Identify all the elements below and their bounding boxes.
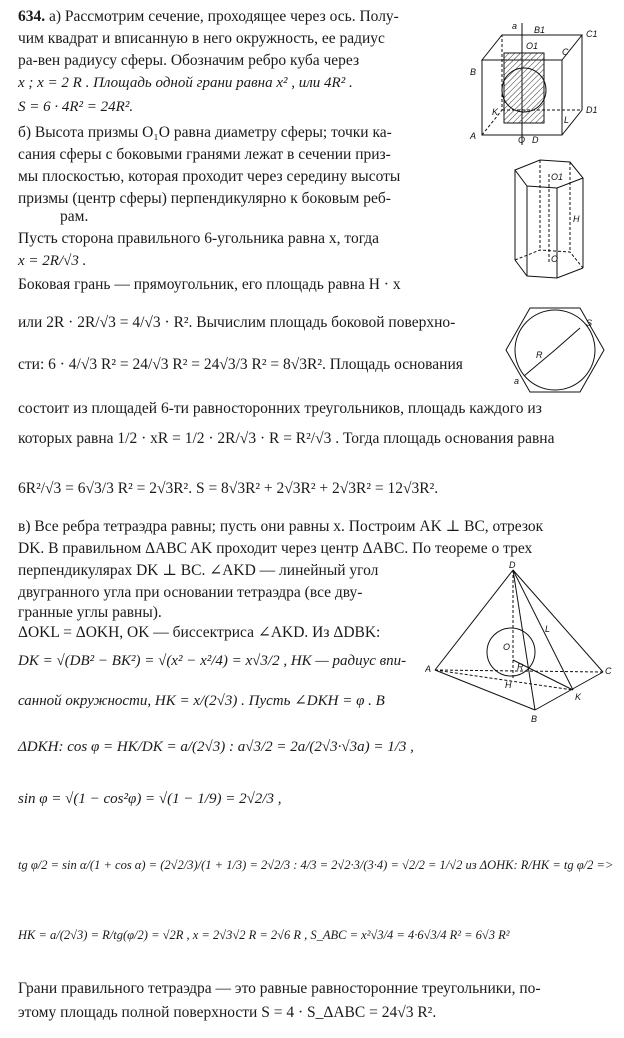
part-c-line-7: DK = √(DB² − BK²) = √(x² − x²/4) = x√3/2 , HK — радиус впи- xyxy=(18,653,407,669)
part-c-line-6: ΔOKL = ΔOKH, OK — биссектриса ∠AKD. Из ΔDBK: xyxy=(18,624,381,641)
part-b-line-6: Пусть сторона правильного 6-угольника равна x, тогда xyxy=(18,230,380,247)
hexagon-label-a: a xyxy=(514,376,520,386)
cube-figure xyxy=(462,15,612,150)
part-a-line-2: чим квадрат и вписанную в него окружность, ее радиус xyxy=(18,30,385,47)
part-b-line-1: б) Высота призмы O₁O равна диаметру сферы; точки ка- xyxy=(18,124,392,141)
prism-figure xyxy=(495,150,595,300)
part-b-line-5: рам. xyxy=(60,208,89,225)
part-a-line-1: а) Рассмотрим сечение, проходящее через ось. Полу- xyxy=(49,8,399,25)
cube-label-C1: C1 xyxy=(586,29,598,39)
cube-label-K: K xyxy=(492,107,499,117)
cube-label-L: L xyxy=(564,115,570,125)
hexagon-label-S: S xyxy=(586,318,593,328)
part-b2-line-4: состоит из площадей 6-ти равносторонних треугольников, площадь каждого из xyxy=(18,400,542,417)
problem-number: 634. xyxy=(18,8,46,25)
part-c-line-12: HK = a/(2√3) = R/tg(φ/2) = √2R , x = 2√3√2 R = 2√6 R , S_ABC = x²√3/4 = 4·6√3/4 R² = 6√3 R² xyxy=(18,928,510,942)
cube-label-B1: B1 xyxy=(534,25,546,35)
part-c-line-8: санной окружности, HK = x/(2√3) . Пусть ∠DKH = φ . В xyxy=(18,693,385,709)
tetra-label-K: K xyxy=(575,692,582,702)
tetra-label-L: L xyxy=(545,624,551,634)
part-b2-line-3: сти: 6 · 4/√3 R² = 24/√3 R² = 24√3/3 R² = 8√3R². Площадь основания xyxy=(18,356,463,373)
part-c-line-3: перпендикулярах DK ⊥ BC. ∠AKD — линейный угол xyxy=(18,562,379,579)
part-c-line-13: Грани правильного тетраэдра — это равные равносторонние треугольники, по- xyxy=(18,980,541,997)
cube-label-A: A xyxy=(470,131,477,141)
part-b-line-2: сания сферы с боковыми гранями лежат в сечении приз- xyxy=(18,146,391,163)
tetra-label-O: O xyxy=(503,642,511,652)
tetra-label-B: B xyxy=(531,714,538,724)
hexagon-label-R: R xyxy=(536,350,543,360)
part-b2-line-5: которых равна 1/2 · xR = 1/2 · 2R/√3 · R = R²/√3 . Тогда площадь основания равна xyxy=(18,430,555,447)
tetra-label-A: A xyxy=(425,664,432,674)
part-c-line-5: гранные углы равны). xyxy=(18,604,162,621)
tetra-label-D: D xyxy=(509,560,516,570)
tetra-label-C: C xyxy=(605,666,612,676)
part-b2-line-6: 6R²/√3 = 6√3/3 R² = 2√3R². S = 8√3R² + 2√3R² + 2√3R² = 12√3R². xyxy=(18,480,439,497)
part-b-line-4: призмы (центр сферы) перпендикулярно к боковым реб- xyxy=(18,190,391,207)
part-c-line-14: этому площадь полной поверхности S = 4 · S_ΔABC = 24√3 R². xyxy=(18,1004,437,1021)
cube-label-D: D xyxy=(532,135,539,145)
prism-label-O1: O1 xyxy=(551,172,564,182)
tetra-label-R: R xyxy=(517,662,524,672)
part-c-line-4: двугранного угла при основании тетраэдра (все дву- xyxy=(18,584,363,601)
hexagon-figure xyxy=(500,300,610,400)
part-c-line-1: в) Все ребра тетраэдра равны; пусть они равны x. Построим AK ⊥ BC, отрезок xyxy=(18,518,544,535)
part-c-line-2: DK. В правильном ΔABC AK проходит через центр ΔABC. По теореме о трех xyxy=(18,540,533,557)
tetrahedron-figure xyxy=(425,560,615,735)
tetra-label-H: H xyxy=(505,680,512,690)
cube-label-O: O xyxy=(518,135,526,145)
cube-label-D1: D1 xyxy=(586,105,598,115)
part-b-line-3: мы плоскостью, которая проходит через середину высоты xyxy=(18,168,401,185)
cube-label-a: a xyxy=(512,21,518,31)
cube-label-O1: O1 xyxy=(526,41,539,51)
prism-label-H: H xyxy=(573,214,580,224)
cube-label-B: B xyxy=(470,67,477,77)
part-a-line-4: x ; x = 2 R . Площадь одной грани равна x² , или 4R² . xyxy=(18,75,353,91)
part-a-line-3: ра-вен радиусу сферы. Обозначим ребро куба через xyxy=(18,52,360,69)
part-b2-line-1: Боковая грань — прямоугольник, его площадь равна H · x xyxy=(18,276,401,293)
part-c-line-11: tg φ/2 = sin α/(1 + cos α) = (2√2/3)/(1 + 1/3) = 2√2/3 : 4/3 = 2√2·3/(3·4) = √2/2 = 1/√2 из ΔOHK: R/HK = tg φ/2 => xyxy=(18,858,614,872)
part-c-line-9: ΔDKH: cos φ = HK/DK = a/(2√3) : a√3/2 = 2a/(2√3·√3a) = 1/3 , xyxy=(18,739,414,755)
part-a-formula: S = 6 · 4R² = 24R². xyxy=(18,99,134,115)
part-b-x: x = 2R/√3 . xyxy=(18,253,87,269)
cube-label-C: C xyxy=(562,47,569,57)
part-b2-line-2: или 2R · 2R/√3 = 4/√3 · R². Вычислим площадь боковой поверхно- xyxy=(18,314,456,331)
prism-label-O: O xyxy=(551,254,559,264)
part-c-line-10: sin φ = √(1 − cos²φ) = √(1 − 1/9) = 2√2/3 , xyxy=(18,791,282,807)
